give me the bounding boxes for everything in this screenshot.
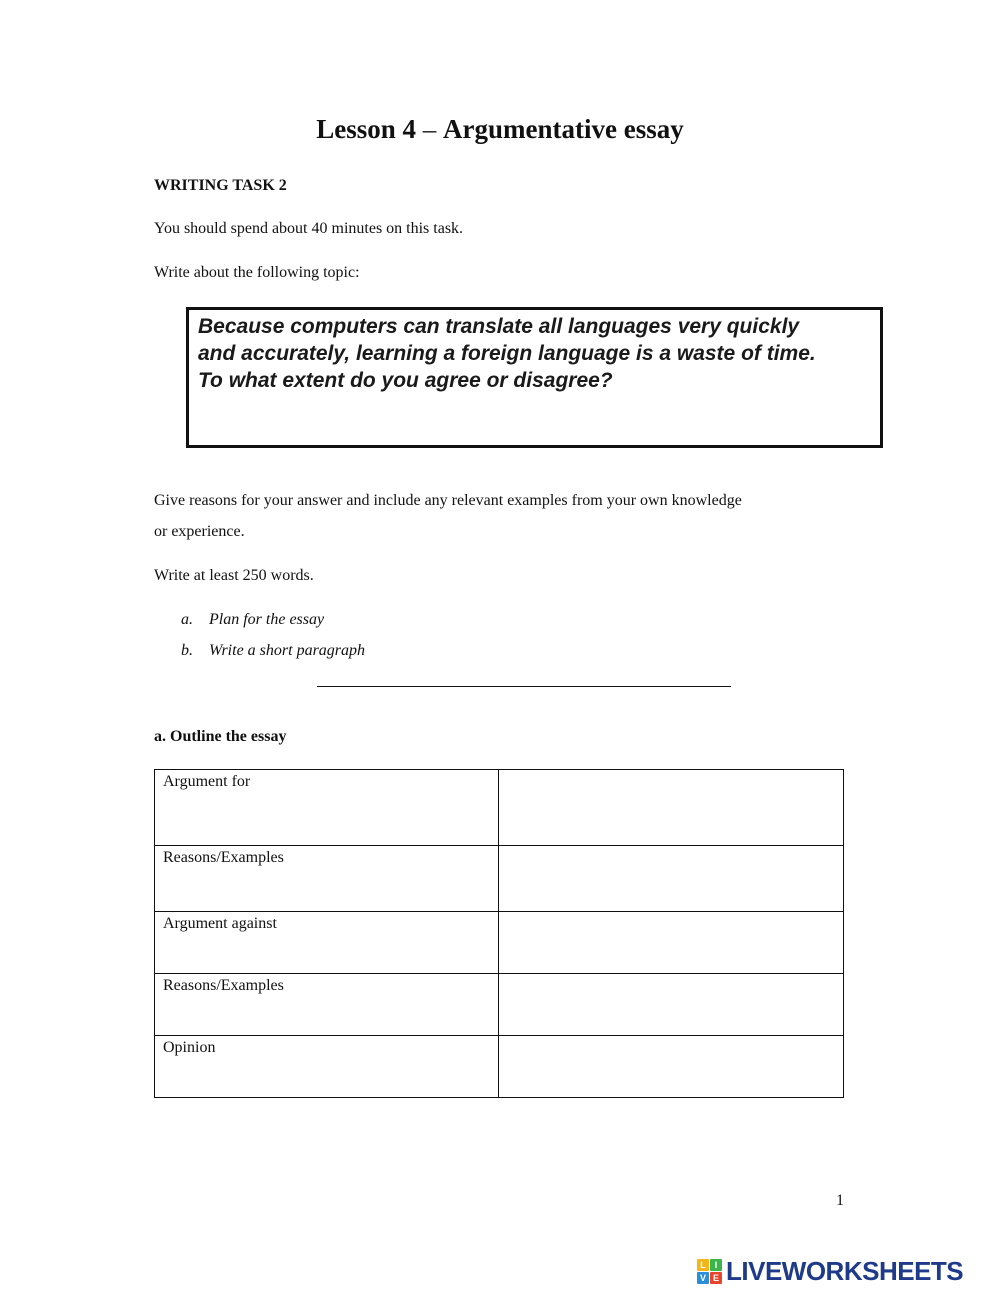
table-row: [155, 974, 844, 1036]
list-label: Write a short paragraph: [209, 642, 366, 659]
instruction-time: You should spend about 40 minutes on this task.: [154, 220, 464, 237]
task-list-item: [181, 610, 324, 630]
answer-cell[interactable]: [499, 912, 844, 974]
liveworksheets-logo-icon: [697, 1259, 722, 1284]
row-label: Argument for: [155, 770, 499, 846]
row-label: Reasons/Examples: [155, 846, 499, 912]
logo-text: LIVEWORKSHEETS: [726, 1256, 964, 1286]
outline-table: [154, 769, 844, 1098]
page-number: 1: [836, 1192, 844, 1209]
page-title: [0, 111, 1000, 147]
instruction-topic: Write about the following topic:: [154, 264, 360, 281]
logo-tile: E: [710, 1272, 722, 1284]
logo-tile: I: [710, 1259, 722, 1271]
section-divider: [317, 686, 731, 687]
table-row: [155, 770, 844, 846]
outline-heading: a. Outline the essay: [154, 728, 287, 745]
answer-cell[interactable]: [499, 1036, 844, 1098]
task-heading: WRITING TASK 2: [154, 177, 287, 194]
table-row: [155, 1036, 844, 1098]
list-marker: a.: [181, 611, 193, 628]
title-main: Lesson 4: [316, 114, 417, 144]
reasons-instruction-line-2: or experience.: [154, 523, 245, 540]
topic-box: [186, 307, 883, 448]
answer-cell[interactable]: [499, 974, 844, 1036]
row-label: Opinion: [155, 1036, 499, 1098]
list-label: Plan for the essay: [209, 611, 325, 628]
reasons-instruction-line-1: Give reasons for your answer and include any relevant examples from your own knowledge: [154, 492, 742, 509]
liveworksheets-brand: [697, 1257, 963, 1285]
word-count-instruction: Write at least 250 words.: [154, 567, 314, 584]
row-label: Argument against: [155, 912, 499, 974]
topic-line: To what extent do you agree or disagree?: [198, 369, 613, 392]
topic-statement: [198, 313, 878, 394]
list-marker: b.: [181, 642, 193, 659]
answer-cell[interactable]: [499, 846, 844, 912]
task-list-item: [181, 641, 365, 661]
topic-line: and accurately, learning a foreign language is a waste of time.: [198, 342, 816, 365]
title-dash: –: [416, 114, 444, 144]
topic-line: Because computers can translate all languages very quickly: [198, 315, 800, 338]
logo-tile: L: [697, 1259, 709, 1271]
table-row: [155, 846, 844, 912]
logo-tile: V: [697, 1272, 709, 1284]
answer-cell[interactable]: [499, 770, 844, 846]
title-rest: Argumentative essay: [443, 114, 684, 144]
row-label: Reasons/Examples: [155, 974, 499, 1036]
table-row: [155, 912, 844, 974]
